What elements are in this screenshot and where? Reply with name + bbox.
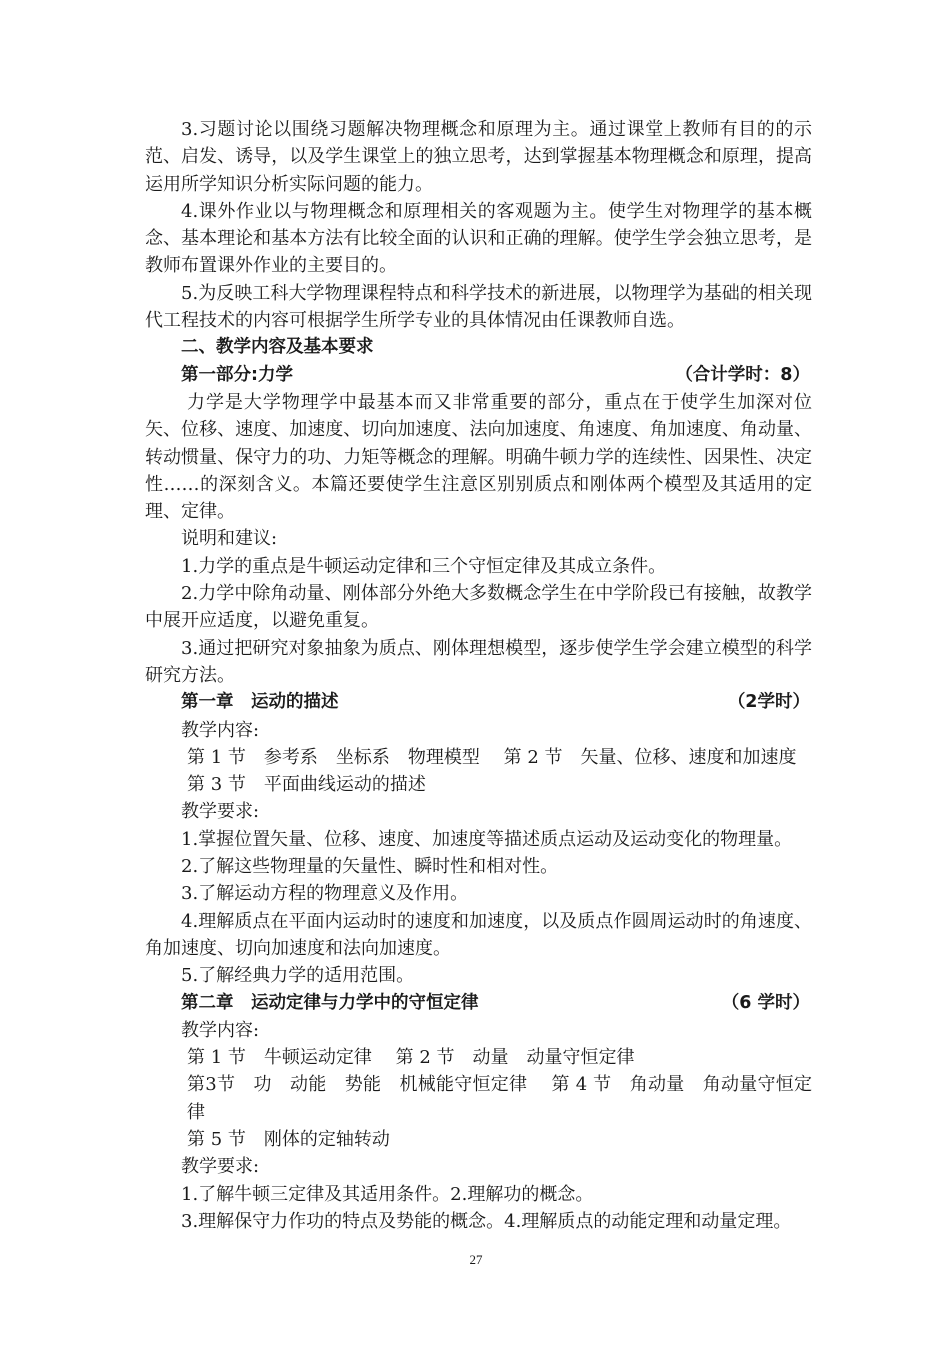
chapter1-requirement: 3.了解运动方程的物理意义及作用。 bbox=[181, 883, 469, 905]
part1-heading bbox=[145, 362, 812, 389]
chapter2-requirement: 3.理解保守力作功的特点及势能的概念。4.理解质点的动能定理和动量定理。 bbox=[181, 1210, 792, 1232]
chapter2-req-label: 教学要求: bbox=[181, 1156, 260, 1178]
chapter2-section-line: 第 1 节 牛顿运动定律 第 2 节 动量 动量守恒定律 bbox=[187, 1047, 635, 1069]
part1-title: 第一部分:力学 bbox=[181, 364, 293, 385]
part1-hours: （合计学时：8） bbox=[675, 364, 810, 385]
chapter1-section-line: 第 1 节 参考系 坐标系 物理模型 第 2 节 矢量、位移、速度和加速度 bbox=[187, 746, 797, 768]
chapter1-content-label: 教学内容: bbox=[181, 719, 260, 741]
notes-label: 说明和建议: bbox=[181, 528, 278, 550]
chapter1-title: 第一章 运动的描述 bbox=[181, 692, 339, 713]
section-heading: 二、教学内容及基本要求 bbox=[181, 337, 374, 358]
chapter2-section-line: 第 5 节 刚体的定轴转动 bbox=[187, 1128, 390, 1150]
chapter2-title: 第二章 运动定律与力学中的守恒定律 bbox=[181, 992, 479, 1013]
chapter1-section-line: 第 3 节 平面曲线运动的描述 bbox=[187, 774, 426, 796]
paragraph-homework: 4.课外作业以与物理概念和原理相关的客观题为主。使学生对物理学的基本概念、基本理论和基本方法有比较全面的认识和正确的理解。使学生学会独立思考，是教师布置课外作业的主要目的。 bbox=[145, 200, 812, 277]
chapter1-heading bbox=[145, 689, 812, 716]
chapter1-requirement: 4.理解质点在平面内运动时的速度和加速度，以及质点作圆周运动时的角速度、角加速度、切向加速度和法向加速度。 bbox=[145, 910, 812, 959]
note-item: 1.力学的重点是牛顿运动定律和三个守恒定律及其成立条件。 bbox=[181, 555, 667, 577]
page-number: 27 bbox=[469, 1252, 483, 1267]
chapter2-content-label: 教学内容: bbox=[181, 1019, 260, 1041]
chapter1-requirement: 2.了解这些物理量的矢量性、瞬时性和相对性。 bbox=[181, 856, 559, 878]
chapter2-heading bbox=[145, 990, 812, 1017]
note-item: 3.通过把研究对象抽象为质点、刚体理想模型，逐步使学生学会建立模型的科学研究方法。 bbox=[145, 637, 812, 686]
chapter1-req-label: 教学要求: bbox=[181, 801, 260, 823]
chapter1-requirement: 1.掌握位置矢量、位移、速度、加速度等描述质点运动及运动变化的物理量。 bbox=[181, 828, 793, 850]
chapter1-requirement: 5.了解经典力学的适用范围。 bbox=[181, 965, 415, 987]
chapter2-requirement: 1.了解牛顿三定律及其适用条件。2.理解功的概念。 bbox=[181, 1183, 594, 1205]
chapter2-hours: （6 学时） bbox=[721, 992, 810, 1013]
chapter2-section-line: 第3节 功 动能 势能 机械能守恒定律 第 4 节 角动量 角动量守恒定律 bbox=[187, 1074, 812, 1123]
part1-intro: 力学是大学物理学中最基本而又非常重要的部分，重点在于使学生加深对位矢、位移、速度、加速度、切向加速度、法向加速度、角速度、角加速度、角动量、转动惯量、保守力的功、力矩等概念的理解。明确牛顿力学的连续性、因果性、决定性……的深刻含义。本篇还要使学生注意区别别质点和刚体两个模型及其适用的定理、定律。 bbox=[145, 391, 812, 523]
note-item: 2.力学中除角动量、刚体部分外绝大多数概念学生在中学阶段已有接触，故教学中展开应适度，以避免重复。 bbox=[145, 583, 812, 632]
paragraph-exercise-discussion: 3.习题讨论以围绕习题解决物理概念和原理为主。通过课堂上教师有目的的示范、启发、诱导，以及学生课堂上的独立思考，达到掌握基本物理概念和原理，提高运用所学知识分析实际问题的能力。 bbox=[145, 119, 812, 195]
chapter1-hours: （2学时） bbox=[727, 692, 810, 713]
page-body bbox=[145, 116, 812, 1235]
paragraph-engineering-content: 5.为反映工科大学物理课程特点和科学技术的新进展，以物理学为基础的相关现代工程技术的内容可根据学生所学专业的具体情况由任课教师自选。 bbox=[145, 282, 812, 332]
